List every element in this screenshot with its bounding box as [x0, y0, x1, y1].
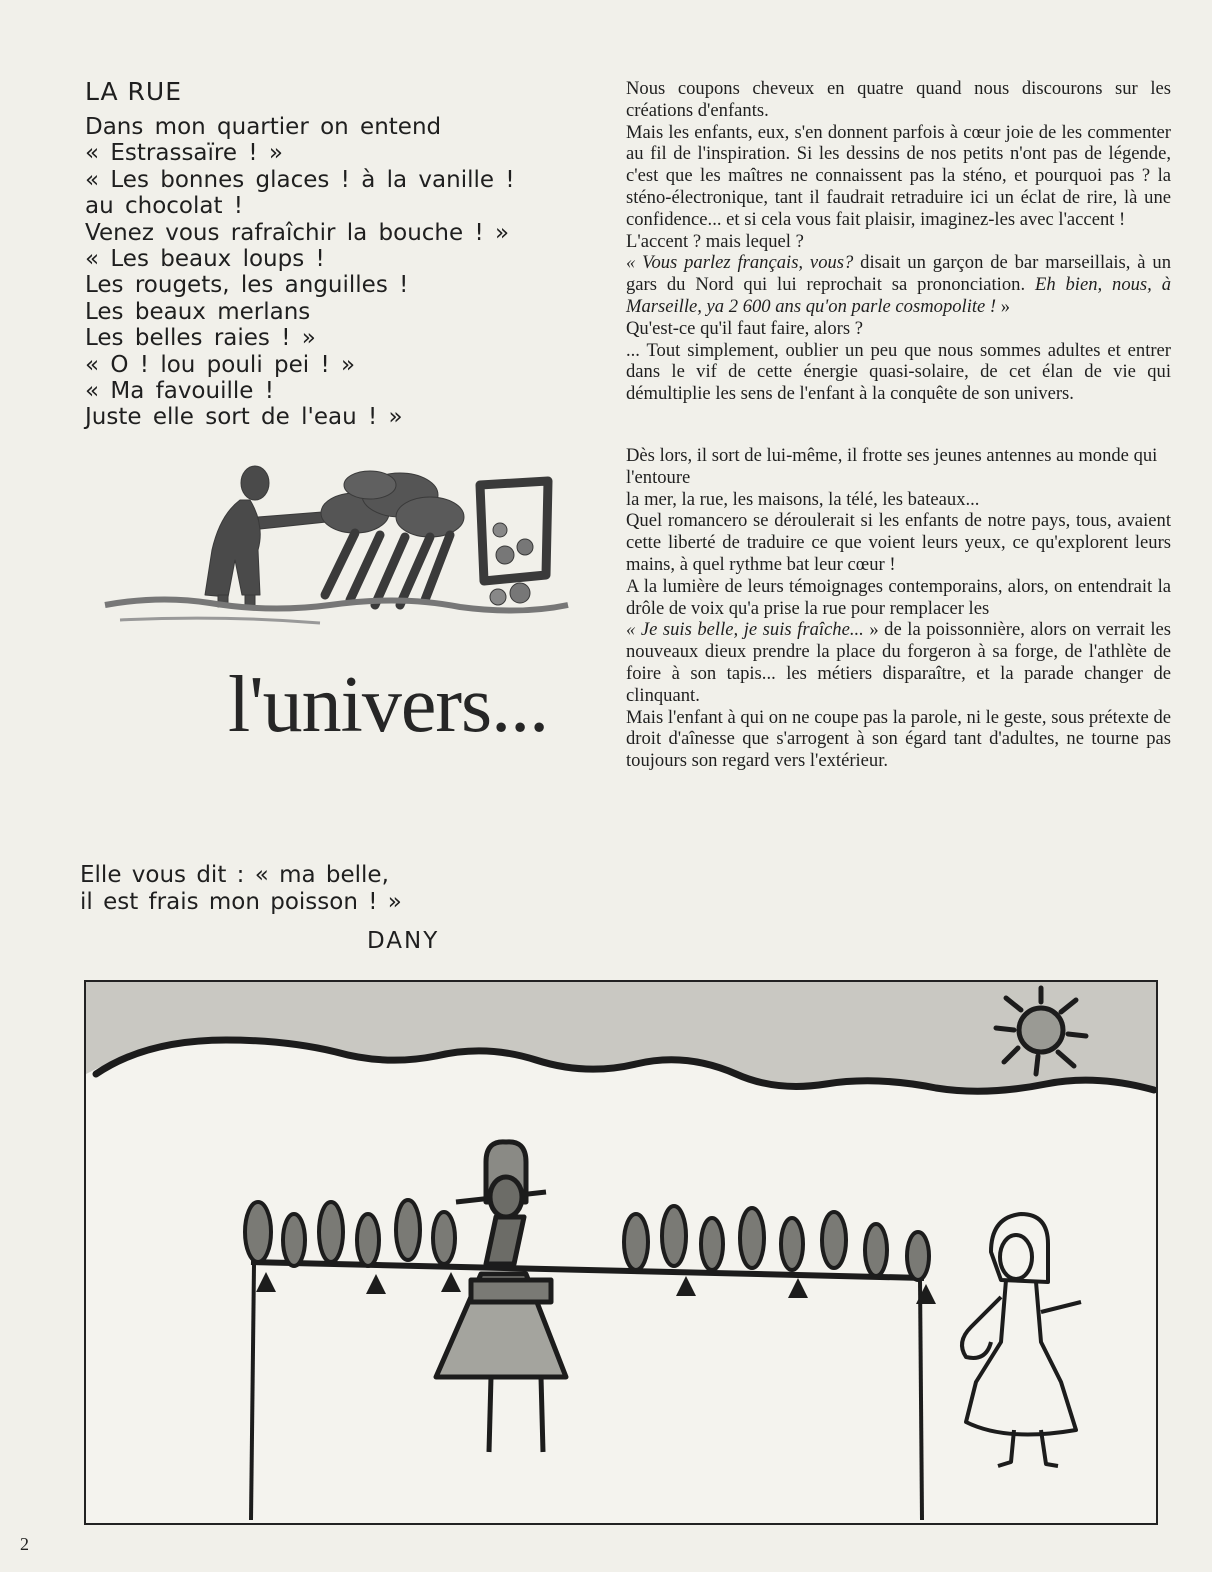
- poem-line: Les rougets, les anguilles !: [85, 272, 409, 299]
- poem-line: Venez vous rafraîchir la bouche ! »: [85, 219, 510, 246]
- paragraph: Quel romancero se déroulerait si les enfants de notre pays, tous, avaient cette liberté de traduire ce que voient leurs yeux, ce qu'explorent leurs mains, à quel rythme bat leur cœur !: [626, 510, 1171, 575]
- quote-italic: Eh bien, nous, à Marseille, ya 2 600 ans qu'on parle cosmopolite !: [626, 274, 1171, 317]
- quote-italic: « Je suis belle, je suis fraîche...: [626, 619, 864, 641]
- poem-line: « O ! lou pouli pei ! »: [85, 351, 356, 378]
- quote-italic: « Vous parlez français, vous?: [626, 252, 854, 274]
- poem-closing: [80, 862, 460, 916]
- paragraph: Nous coupons cheveux en quatre quand nous discourons sur les créations d'enfants.: [626, 78, 1171, 121]
- paragraph: L'accent ? mais lequel ?: [626, 230, 804, 252]
- closing-line: Elle vous dit : « ma belle,: [80, 862, 389, 888]
- poem-line: « Estrassaïre ! »: [85, 140, 283, 167]
- paragraph: A la lumière de leurs témoignages contemporains, alors, on entendrait la drôle de voix qu'a prise la rue pour remplacer les: [626, 575, 1171, 619]
- closing-line: il est frais mon poisson ! »: [80, 889, 402, 915]
- poem-line: au chocolat !: [85, 193, 244, 220]
- paragraph: la mer, la rue, les maisons, la télé, les bateaux...: [626, 488, 980, 510]
- paragraph: Mais l'enfant à qui on ne coupe pas la parole, ni le geste, sous prétexte de droit d'aînesse que s'arrogent à son égard tant d'adultes, ne tourne pas toujours son regard vers l'extérieur.: [626, 706, 1171, 772]
- child-drawing-fish-market: [84, 980, 1158, 1525]
- paragraph: Qu'est-ce qu'il faut faire, alors ?: [626, 317, 863, 339]
- paragraph: Mais les enfants, eux, s'en donnent parfois à cœur joie de les commenter au fil de l'inspiration. Si les dessins de nos petits n'ont pas de légende, c'est que les maîtres ne connaissent pas la sténo, et pourquoi pas ? la sténo-électronique, tant il faudrait retraduire ici un éclat de rire, là une confidence... et si cela vous fait plaisir, imaginez-les avec l'accent !: [626, 121, 1171, 230]
- headline: l'univers...: [228, 661, 549, 749]
- poem-line: « Les bonnes glaces ! à la vanille !: [85, 166, 515, 193]
- child-drawing-fishmonger: [100, 455, 570, 635]
- quote-text: »: [996, 295, 1011, 317]
- poem-line: « Les beaux loups !: [85, 246, 325, 273]
- poem-line: « Ma favouille !: [85, 378, 274, 405]
- poem-title: LA RUE: [85, 77, 183, 106]
- poem-line: Dans mon quartier on entend: [85, 114, 442, 140]
- poem-line: Juste elle sort de l'eau ! »: [85, 404, 403, 431]
- quote-text: disait un garçon de bar marseillais, à un gars du Nord qui lui reprochait sa prononciation.: [626, 252, 1171, 296]
- paragraph: [626, 252, 1171, 317]
- page-number: 2: [20, 1534, 29, 1554]
- fish-market-svg: [86, 982, 1156, 1523]
- paragraph: ... Tout simplement, oublier un peu que nous sommes adultes et entrer dans le vif de cette énergie quasi-solaire, de cet élan de vie qui démultiplie les sens de l'enfant à la conquête de son univers.: [626, 339, 1171, 405]
- article-text: [626, 78, 1171, 772]
- paragraph: Dès lors, il sort de lui-même, il frotte ses jeunes antennes au monde qui l'entoure: [626, 444, 1158, 488]
- paragraph: [626, 619, 1171, 706]
- poem: [85, 76, 585, 431]
- poem-lines: [85, 114, 585, 431]
- poem-line: Les beaux merlans: [85, 298, 311, 325]
- quote-text: » de la poissonnière, alors on verrait les nouveaux dieux prendre la place du forgeron à sa forge, de l'athlète de foire à son tapis... les métiers disparaître, et la parade changer de clinquant.: [626, 619, 1171, 706]
- poem-line: Les belles raies ! »: [85, 325, 316, 352]
- author-signature: DANY: [367, 928, 440, 954]
- paragraph-gap: [626, 405, 1171, 445]
